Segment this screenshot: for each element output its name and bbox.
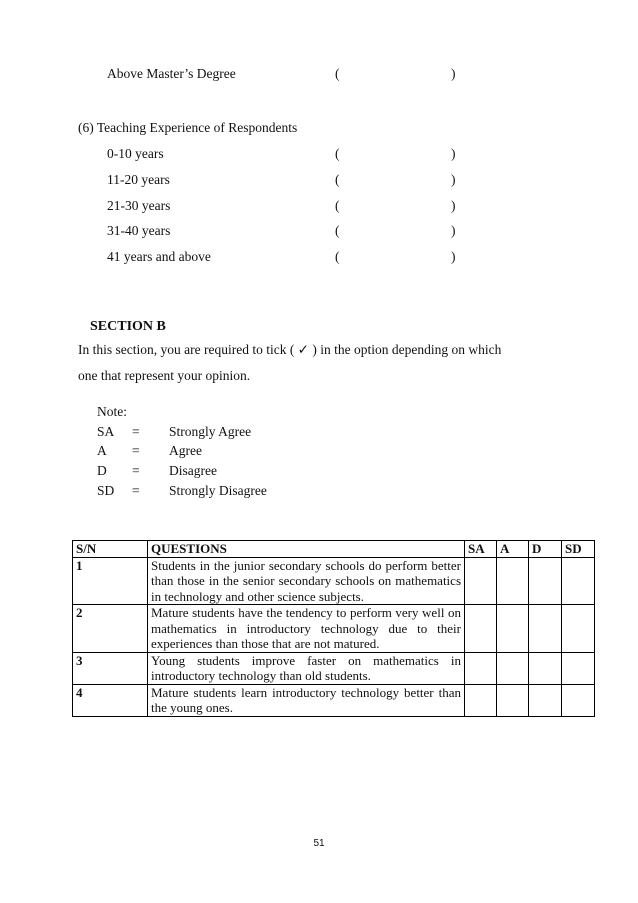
response-cell-sd[interactable] <box>562 557 595 605</box>
response-cell-sd[interactable] <box>562 652 595 684</box>
row-number: 2 <box>73 605 148 653</box>
response-cell-a[interactable] <box>497 684 529 716</box>
legend-equals: = <box>132 424 140 439</box>
header-sn: S/N <box>73 541 148 558</box>
row-number: 1 <box>73 557 148 605</box>
table-row <box>73 684 595 716</box>
header-sd: SD <box>562 541 595 558</box>
response-cell-d[interactable] <box>529 684 562 716</box>
table-row <box>73 557 595 605</box>
question-text: Mature students learn introductory technology better than the young ones. <box>148 684 465 716</box>
legend-value: Strongly Agree <box>169 424 252 439</box>
legend-value: Disagree <box>169 463 217 478</box>
tick-close-paren: ) <box>451 172 456 187</box>
response-cell-sd[interactable] <box>562 605 595 653</box>
tick-close-paren: ) <box>451 249 456 264</box>
option-label: Above Master’s Degree <box>107 66 236 81</box>
response-cell-a[interactable] <box>497 605 529 653</box>
response-cell-d[interactable] <box>529 605 562 653</box>
response-cell-sa[interactable] <box>465 684 497 716</box>
section-b-title: SECTION B <box>90 319 166 334</box>
legend-key: SD <box>97 483 115 498</box>
legend-key: SA <box>97 424 115 439</box>
tick-open-paren: ( <box>335 66 340 81</box>
option-label: 0-10 years <box>107 146 164 161</box>
legend-key: A <box>97 443 107 458</box>
question-text: Young students improve faster on mathematics in introductory technology than old students. <box>148 652 465 684</box>
response-cell-sa[interactable] <box>465 605 497 653</box>
legend-equals: = <box>132 483 140 498</box>
row-number: 4 <box>73 684 148 716</box>
row-number: 3 <box>73 652 148 684</box>
table-header-row <box>73 541 595 558</box>
legend-value: Strongly Disagree <box>169 483 267 498</box>
legend-value: Agree <box>169 443 202 458</box>
tick-open-paren: ( <box>335 223 340 238</box>
header-sa: SA <box>465 541 497 558</box>
section-6-heading: (6) Teaching Experience of Respondents <box>78 120 298 135</box>
header-questions: QUESTIONS <box>148 541 465 558</box>
legend-equals: = <box>132 463 140 478</box>
response-cell-a[interactable] <box>497 652 529 684</box>
table-row <box>73 652 595 684</box>
tick-open-paren: ( <box>335 249 340 264</box>
note-title: Note: <box>97 404 127 419</box>
response-cell-sa[interactable] <box>465 557 497 605</box>
questionnaire-table <box>72 540 595 717</box>
response-cell-a[interactable] <box>497 557 529 605</box>
question-text: Mature students have the tendency to perform very well on mathematics in introductory technology due to their experiences than those that are not matured. <box>148 605 465 653</box>
tick-close-paren: ) <box>451 146 456 161</box>
tick-open-paren: ( <box>335 172 340 187</box>
instruction-line-1: In this section, you are required to tick ( ✓ ) in the option depending on which <box>78 342 502 357</box>
option-label: 41 years and above <box>107 249 211 264</box>
tick-close-paren: ) <box>451 198 456 213</box>
response-cell-d[interactable] <box>529 557 562 605</box>
tick-close-paren: ) <box>451 223 456 238</box>
option-label: 11-20 years <box>107 172 170 187</box>
legend-key: D <box>97 463 107 478</box>
header-a: A <box>497 541 529 558</box>
option-label: 21-30 years <box>107 198 171 213</box>
tick-open-paren: ( <box>335 198 340 213</box>
response-cell-d[interactable] <box>529 652 562 684</box>
table-row <box>73 605 595 653</box>
tick-open-paren: ( <box>335 146 340 161</box>
response-cell-sd[interactable] <box>562 684 595 716</box>
instruction-line-2: one that represent your opinion. <box>78 368 251 383</box>
tick-close-paren: ) <box>451 66 456 81</box>
response-cell-sa[interactable] <box>465 652 497 684</box>
page-number: 51 <box>313 838 325 849</box>
legend-equals: = <box>132 443 140 458</box>
question-text: Students in the junior secondary schools do perform better than those in the senior secondary schools on mathematics in technology and other science subjects. <box>148 557 465 605</box>
option-label: 31-40 years <box>107 223 171 238</box>
header-d: D <box>529 541 562 558</box>
